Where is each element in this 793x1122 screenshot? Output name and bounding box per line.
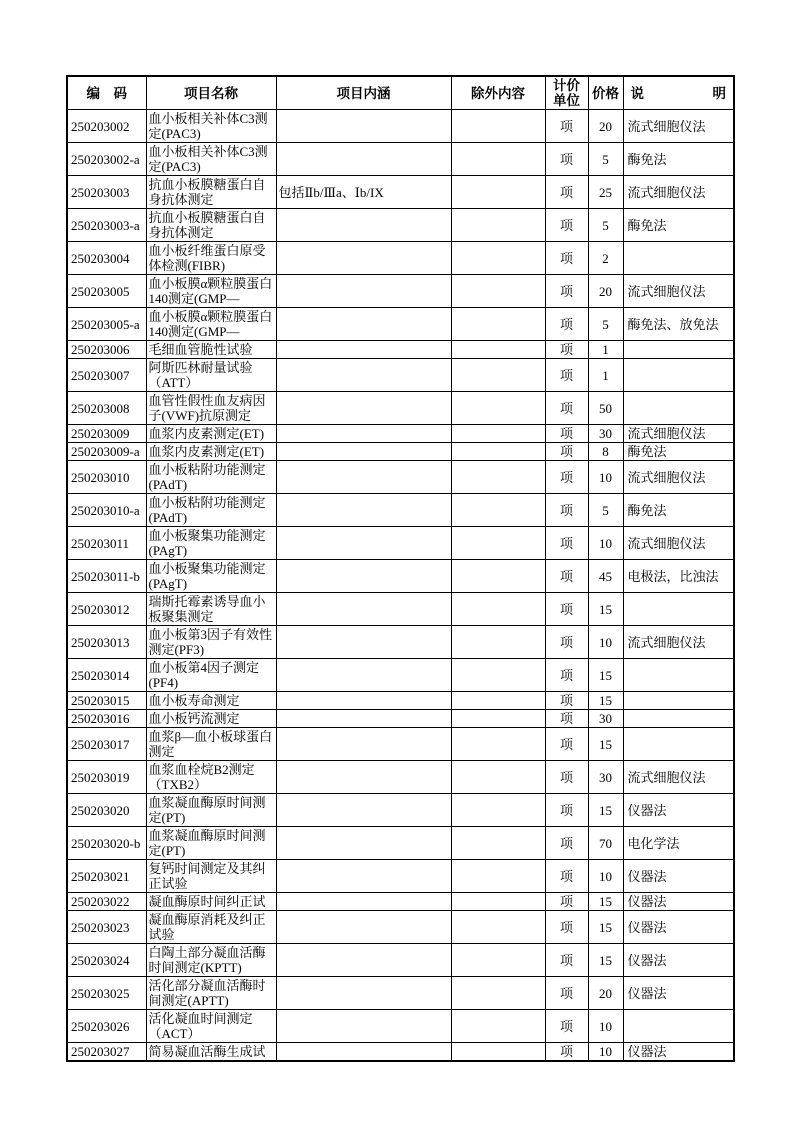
column-header-code: 编 码 — [67, 76, 146, 110]
cell-note — [623, 710, 734, 728]
table-row — [67, 425, 734, 443]
cell-code: 250203015 — [67, 692, 146, 710]
cell-name: 毛细血管脆性试验 — [146, 341, 276, 359]
cell-note: 流式细胞仪法 — [623, 461, 734, 494]
table-row — [67, 176, 734, 209]
cell-content — [276, 659, 451, 692]
cell-content — [276, 209, 451, 242]
cell-note — [623, 242, 734, 275]
cell-unit: 项 — [545, 308, 588, 341]
cell-content — [276, 977, 451, 1010]
cell-note — [623, 359, 734, 392]
cell-excluded — [451, 527, 545, 560]
cell-code: 250203005 — [67, 275, 146, 308]
cell-unit: 项 — [545, 911, 588, 944]
cell-content — [276, 626, 451, 659]
cell-note: 电极法，比浊法 — [623, 560, 734, 593]
cell-excluded — [451, 860, 545, 893]
cell-content — [276, 692, 451, 710]
cell-unit: 项 — [545, 527, 588, 560]
cell-note: 流式细胞仪法 — [623, 626, 734, 659]
cell-unit: 项 — [545, 761, 588, 794]
cell-content — [276, 275, 451, 308]
cell-code: 250203021 — [67, 860, 146, 893]
cell-name: 血小板纤维蛋白原受体检测(FIBR) — [146, 242, 276, 275]
cell-unit: 项 — [545, 443, 588, 461]
cell-price: 10 — [588, 461, 623, 494]
cell-name: 血浆凝血酶原时间测定(PT) — [146, 827, 276, 860]
cell-price: 10 — [588, 527, 623, 560]
cell-unit: 项 — [545, 461, 588, 494]
cell-code: 250203022 — [67, 893, 146, 911]
cell-excluded — [451, 692, 545, 710]
cell-note: 仪器法 — [623, 911, 734, 944]
cell-name: 血浆凝血酶原时间测定(PT) — [146, 794, 276, 827]
cell-content — [276, 308, 451, 341]
cell-note: 酶免法 — [623, 143, 734, 176]
cell-code: 250203007 — [67, 359, 146, 392]
table-row — [67, 494, 734, 527]
cell-name: 血小板相关补体C3测定(PAC3) — [146, 110, 276, 143]
cell-note: 仪器法 — [623, 1043, 734, 1062]
cell-content — [276, 143, 451, 176]
cell-unit: 项 — [545, 626, 588, 659]
column-header-content: 项目内涵 — [276, 76, 451, 110]
cell-code: 250203008 — [67, 392, 146, 425]
cell-code: 250203002 — [67, 110, 146, 143]
table-header — [67, 76, 734, 110]
cell-price: 15 — [588, 944, 623, 977]
cell-name: 活化凝血时间测定（ACT） — [146, 1010, 276, 1043]
cell-excluded — [451, 710, 545, 728]
cell-excluded — [451, 593, 545, 626]
cell-price: 70 — [588, 827, 623, 860]
cell-price: 5 — [588, 143, 623, 176]
cell-excluded — [451, 341, 545, 359]
cell-note — [623, 341, 734, 359]
cell-unit: 项 — [545, 659, 588, 692]
cell-unit: 项 — [545, 110, 588, 143]
table-row — [67, 527, 734, 560]
cell-note: 流式细胞仪法 — [623, 527, 734, 560]
cell-excluded — [451, 1010, 545, 1043]
table-row — [67, 692, 734, 710]
cell-price: 30 — [588, 761, 623, 794]
table-row — [67, 209, 734, 242]
cell-note — [623, 728, 734, 761]
cell-price: 10 — [588, 1043, 623, 1062]
cell-name: 血小板相关补体C3测定(PAC3) — [146, 143, 276, 176]
cell-code: 250203014 — [67, 659, 146, 692]
medical-price-table — [66, 75, 735, 1062]
cell-price: 5 — [588, 308, 623, 341]
cell-name: 抗血小板膜糖蛋白自身抗体测定 — [146, 209, 276, 242]
cell-content — [276, 911, 451, 944]
cell-content — [276, 593, 451, 626]
cell-code: 250203020 — [67, 794, 146, 827]
cell-name: 血小板聚集功能测定(PAgT) — [146, 560, 276, 593]
cell-excluded — [451, 827, 545, 860]
column-header-excluded: 除外内容 — [451, 76, 545, 110]
cell-price: 20 — [588, 110, 623, 143]
cell-note — [623, 692, 734, 710]
table-row — [67, 341, 734, 359]
cell-note: 酶免法、放免法 — [623, 308, 734, 341]
cell-note: 流式细胞仪法 — [623, 176, 734, 209]
cell-code: 250203011 — [67, 527, 146, 560]
cell-unit: 项 — [545, 359, 588, 392]
cell-excluded — [451, 425, 545, 443]
cell-unit: 项 — [545, 1043, 588, 1062]
table-row — [67, 143, 734, 176]
cell-code: 250203019 — [67, 761, 146, 794]
cell-price: 8 — [588, 443, 623, 461]
table-row — [67, 443, 734, 461]
cell-note: 仪器法 — [623, 944, 734, 977]
table-row — [67, 728, 734, 761]
cell-note — [623, 659, 734, 692]
cell-name: 血管性假性血友病因子(VWF)抗原测定 — [146, 392, 276, 425]
cell-excluded — [451, 494, 545, 527]
cell-price: 15 — [588, 593, 623, 626]
cell-content — [276, 893, 451, 911]
cell-name: 凝血酶原消耗及纠正试验 — [146, 911, 276, 944]
cell-price: 25 — [588, 176, 623, 209]
cell-unit: 项 — [545, 242, 588, 275]
cell-unit: 项 — [545, 794, 588, 827]
cell-excluded — [451, 176, 545, 209]
cell-unit: 项 — [545, 728, 588, 761]
cell-price: 20 — [588, 275, 623, 308]
cell-excluded — [451, 911, 545, 944]
table-row — [67, 761, 734, 794]
table-body — [67, 110, 734, 1062]
cell-price: 10 — [588, 626, 623, 659]
cell-price: 30 — [588, 425, 623, 443]
cell-note — [623, 1010, 734, 1043]
cell-code: 250203003 — [67, 176, 146, 209]
cell-price: 1 — [588, 359, 623, 392]
cell-content — [276, 527, 451, 560]
cell-price: 5 — [588, 494, 623, 527]
cell-price: 30 — [588, 710, 623, 728]
cell-content — [276, 860, 451, 893]
cell-note: 流式细胞仪法 — [623, 110, 734, 143]
cell-code: 250203005-a — [67, 308, 146, 341]
cell-content: 包括Ⅱb/Ⅲa、Ⅰb/IX — [276, 176, 451, 209]
cell-code: 250203017 — [67, 728, 146, 761]
table-row — [67, 1043, 734, 1062]
cell-unit: 项 — [545, 692, 588, 710]
column-header-price: 价格 — [588, 76, 623, 110]
cell-note — [623, 392, 734, 425]
cell-code: 250203016 — [67, 710, 146, 728]
cell-name: 血浆内皮素测定(ET) — [146, 443, 276, 461]
cell-content — [276, 710, 451, 728]
cell-unit: 项 — [545, 392, 588, 425]
cell-unit: 项 — [545, 860, 588, 893]
cell-content — [276, 425, 451, 443]
column-header-unit: 计价单位 — [545, 76, 588, 110]
table-row — [67, 110, 734, 143]
cell-content — [276, 794, 451, 827]
table-row — [67, 893, 734, 911]
cell-content — [276, 1010, 451, 1043]
cell-name: 血小板钙流测定 — [146, 710, 276, 728]
table-row — [67, 944, 734, 977]
table-row — [67, 461, 734, 494]
cell-content — [276, 761, 451, 794]
cell-price: 15 — [588, 692, 623, 710]
cell-excluded — [451, 143, 545, 176]
cell-code: 250203009-a — [67, 443, 146, 461]
cell-excluded — [451, 110, 545, 143]
table-row — [67, 560, 734, 593]
cell-code: 250203026 — [67, 1010, 146, 1043]
table-row — [67, 1010, 734, 1043]
cell-excluded — [451, 944, 545, 977]
cell-code: 250203006 — [67, 341, 146, 359]
cell-name: 复钙时间测定及其纠正试验 — [146, 860, 276, 893]
cell-code: 250203020-b — [67, 827, 146, 860]
cell-excluded — [451, 794, 545, 827]
cell-excluded — [451, 626, 545, 659]
cell-price: 15 — [588, 911, 623, 944]
cell-name: 血浆血栓烷B2测定（TXB2） — [146, 761, 276, 794]
cell-excluded — [451, 461, 545, 494]
cell-unit: 项 — [545, 977, 588, 1010]
cell-note: 流式细胞仪法 — [623, 425, 734, 443]
cell-price: 15 — [588, 893, 623, 911]
cell-unit: 项 — [545, 275, 588, 308]
cell-unit: 项 — [545, 494, 588, 527]
cell-code: 250203023 — [67, 911, 146, 944]
cell-code: 250203003-a — [67, 209, 146, 242]
cell-unit: 项 — [545, 827, 588, 860]
cell-name: 血小板膜α颗粒膜蛋白140测定(GMP— — [146, 275, 276, 308]
cell-unit: 项 — [545, 593, 588, 626]
cell-excluded — [451, 359, 545, 392]
table-row — [67, 911, 734, 944]
cell-note: 酶免法 — [623, 443, 734, 461]
cell-note: 酶免法 — [623, 494, 734, 527]
cell-name: 活化部分凝血活酶时间测定(APTT) — [146, 977, 276, 1010]
table-row — [67, 977, 734, 1010]
cell-name: 血小板粘附功能测定(PAdT) — [146, 461, 276, 494]
cell-price: 20 — [588, 977, 623, 1010]
cell-code: 250203010 — [67, 461, 146, 494]
cell-unit: 项 — [545, 209, 588, 242]
cell-note: 仪器法 — [623, 860, 734, 893]
cell-excluded — [451, 893, 545, 911]
table-row — [67, 860, 734, 893]
cell-price: 50 — [588, 392, 623, 425]
cell-unit: 项 — [545, 176, 588, 209]
cell-excluded — [451, 977, 545, 1010]
cell-content — [276, 494, 451, 527]
cell-excluded — [451, 728, 545, 761]
cell-excluded — [451, 308, 545, 341]
cell-name: 血小板第3因子有效性测定(PF3) — [146, 626, 276, 659]
cell-name: 血浆内皮素测定(ET) — [146, 425, 276, 443]
cell-price: 15 — [588, 794, 623, 827]
cell-price: 45 — [588, 560, 623, 593]
cell-content — [276, 341, 451, 359]
cell-name: 血浆β—血小板球蛋白测定 — [146, 728, 276, 761]
cell-unit: 项 — [545, 425, 588, 443]
cell-note: 仪器法 — [623, 893, 734, 911]
cell-content — [276, 461, 451, 494]
header-row — [67, 76, 734, 110]
cell-unit: 项 — [545, 893, 588, 911]
cell-note: 酶免法 — [623, 209, 734, 242]
cell-note: 流式细胞仪法 — [623, 761, 734, 794]
cell-note: 仪器法 — [623, 977, 734, 1010]
cell-name: 血小板第4因子测定(PF4) — [146, 659, 276, 692]
cell-excluded — [451, 443, 545, 461]
column-header-name: 项目名称 — [146, 76, 276, 110]
cell-code: 250203013 — [67, 626, 146, 659]
cell-unit: 项 — [545, 1010, 588, 1043]
cell-note — [623, 593, 734, 626]
cell-unit: 项 — [545, 341, 588, 359]
cell-unit: 项 — [545, 944, 588, 977]
cell-note: 电化学法 — [623, 827, 734, 860]
cell-code: 250203012 — [67, 593, 146, 626]
cell-code: 250203011-b — [67, 560, 146, 593]
column-header-note: 说明 — [623, 76, 734, 110]
cell-name: 瑞斯托霉素诱导血小板聚集测定 — [146, 593, 276, 626]
cell-price: 10 — [588, 1010, 623, 1043]
cell-content — [276, 560, 451, 593]
cell-name: 白陶土部分凝血活酶时间测定(KPTT) — [146, 944, 276, 977]
cell-name: 血小板膜α颗粒膜蛋白140测定(GMP— — [146, 308, 276, 341]
cell-content — [276, 110, 451, 143]
table-row — [67, 275, 734, 308]
cell-content — [276, 359, 451, 392]
cell-content — [276, 392, 451, 425]
cell-excluded — [451, 560, 545, 593]
table-row — [67, 710, 734, 728]
cell-excluded — [451, 1043, 545, 1062]
cell-note: 仪器法 — [623, 794, 734, 827]
cell-content — [276, 944, 451, 977]
cell-name: 凝血酶原时间纠正试 — [146, 893, 276, 911]
cell-code: 250203004 — [67, 242, 146, 275]
cell-excluded — [451, 242, 545, 275]
cell-note: 流式细胞仪法 — [623, 275, 734, 308]
cell-code: 250203010-a — [67, 494, 146, 527]
cell-price: 10 — [588, 860, 623, 893]
cell-name: 抗血小板膜糖蛋白自身抗体测定 — [146, 176, 276, 209]
cell-content — [276, 1043, 451, 1062]
table-row — [67, 392, 734, 425]
cell-name: 血小板聚集功能测定(PAgT) — [146, 527, 276, 560]
cell-excluded — [451, 659, 545, 692]
cell-unit: 项 — [545, 560, 588, 593]
table-row — [67, 593, 734, 626]
cell-price: 2 — [588, 242, 623, 275]
cell-unit: 项 — [545, 710, 588, 728]
cell-excluded — [451, 209, 545, 242]
cell-unit: 项 — [545, 143, 588, 176]
price-table-container — [66, 75, 735, 1062]
cell-excluded — [451, 761, 545, 794]
cell-content — [276, 827, 451, 860]
cell-content — [276, 242, 451, 275]
table-row — [67, 794, 734, 827]
cell-name: 阿斯匹林耐量试验（ATT） — [146, 359, 276, 392]
cell-code: 250203009 — [67, 425, 146, 443]
table-row — [67, 308, 734, 341]
cell-price: 15 — [588, 728, 623, 761]
cell-code: 250203027 — [67, 1043, 146, 1062]
cell-code: 250203002-a — [67, 143, 146, 176]
cell-content — [276, 443, 451, 461]
cell-price: 1 — [588, 341, 623, 359]
cell-name: 血小板粘附功能测定(PAdT) — [146, 494, 276, 527]
cell-excluded — [451, 275, 545, 308]
table-row — [67, 242, 734, 275]
table-row — [67, 827, 734, 860]
cell-code: 250203024 — [67, 944, 146, 977]
cell-price: 15 — [588, 659, 623, 692]
table-row — [67, 626, 734, 659]
cell-content — [276, 728, 451, 761]
cell-excluded — [451, 392, 545, 425]
table-row — [67, 359, 734, 392]
cell-name: 简易凝血活酶生成试 — [146, 1043, 276, 1062]
cell-code: 250203025 — [67, 977, 146, 1010]
table-row — [67, 659, 734, 692]
cell-price: 5 — [588, 209, 623, 242]
cell-name: 血小板寿命测定 — [146, 692, 276, 710]
